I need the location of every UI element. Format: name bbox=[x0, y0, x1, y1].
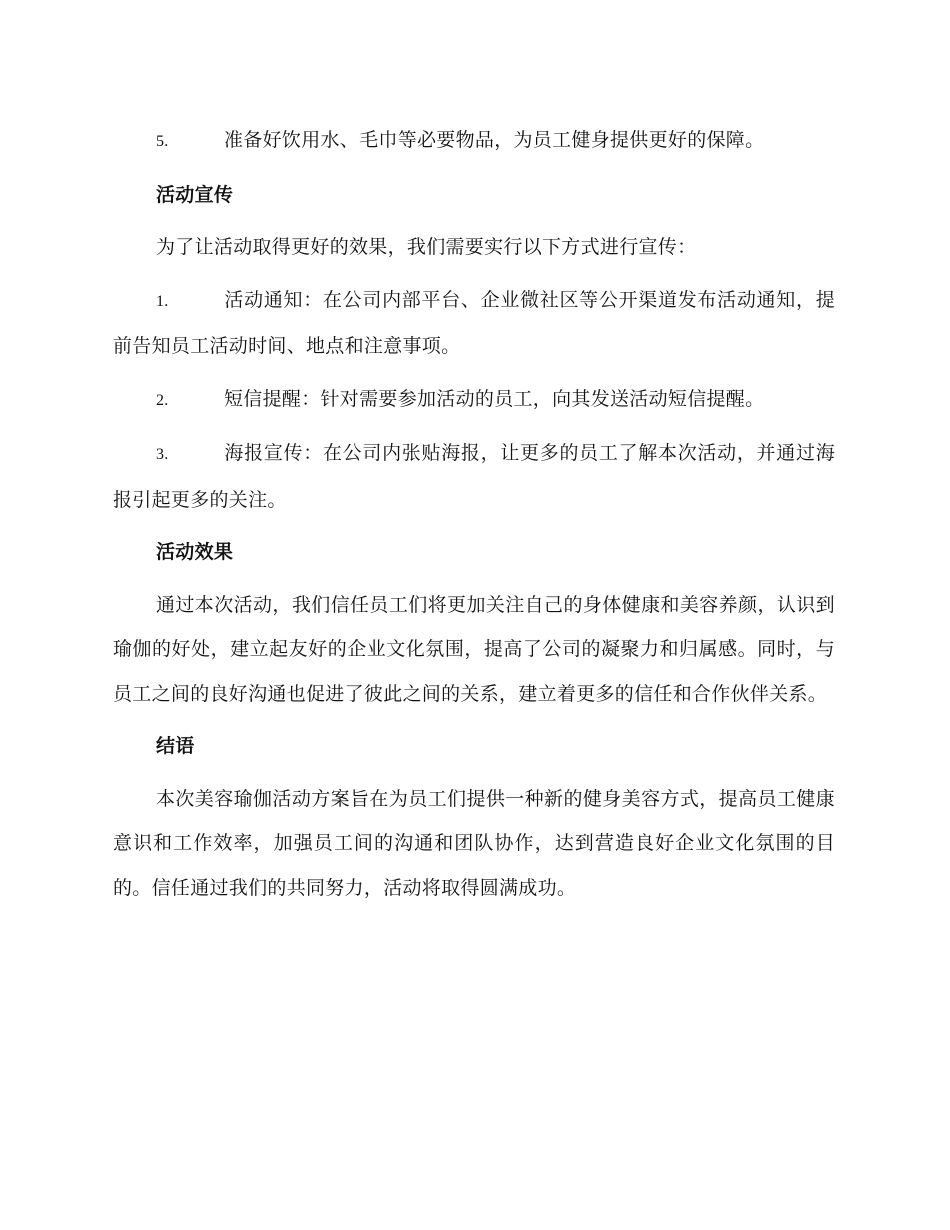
section-heading-conclusion: 结语 bbox=[156, 735, 195, 757]
list-item-text: 海报宣传：在公司内张贴海报，让更多的员工了解本次活动，并通过海报引起更多的关注。 bbox=[113, 442, 835, 511]
list-item-number: 1. bbox=[156, 292, 169, 310]
paragraph-effect: 通过本次活动，我们信任员工们将更加关注自己的身体健康和美容养颜，认识到瑜伽的好处，建立起友好的企业文化氛围，提高了公司的凝聚力和归属感。同时，与员工之间的良好沟通也促进了彼此之间的关系，建立着更多的信任和合作伙伴关系。 bbox=[113, 593, 835, 705]
list-item bbox=[113, 377, 835, 424]
paragraph-promo-intro: 为了让活动取得更好的效果，我们需要实行以下方式进行宣传： bbox=[156, 236, 697, 258]
paragraph-conclusion: 本次美容瑜伽活动方案旨在为员工们提供一种新的健身美容方式，提高员工健康意识和工作效率，加强员工间的沟通和团队协作，达到营造良好企业文化氛围的目的。信任通过我们的共同努力，活动将取得圆满成功。 bbox=[113, 787, 835, 899]
list-item-number: 5. bbox=[156, 133, 169, 150]
list-item bbox=[113, 278, 835, 369]
section-heading-promo: 活动宣传 bbox=[156, 183, 234, 206]
document-content bbox=[113, 110, 835, 918]
list-item-text: 活动通知：在公司内部平台、企业微社区等公开渠道发布活动通知，提前告知员工活动时间、地点和注意事项。 bbox=[113, 288, 835, 357]
list-item-text: 短信提醒：针对需要参加活动的员工，向其发送活动短信提醒。 bbox=[224, 387, 765, 410]
list-item bbox=[113, 118, 835, 165]
list-item-text: 准备好饮用水、毛巾等必要物品，为员工健身提供更好的保障。 bbox=[224, 129, 765, 151]
section-heading-effect: 活动效果 bbox=[156, 541, 234, 563]
list-item bbox=[113, 431, 835, 522]
list-item-number: 3. bbox=[156, 446, 169, 463]
list-item-number: 2. bbox=[156, 391, 169, 409]
